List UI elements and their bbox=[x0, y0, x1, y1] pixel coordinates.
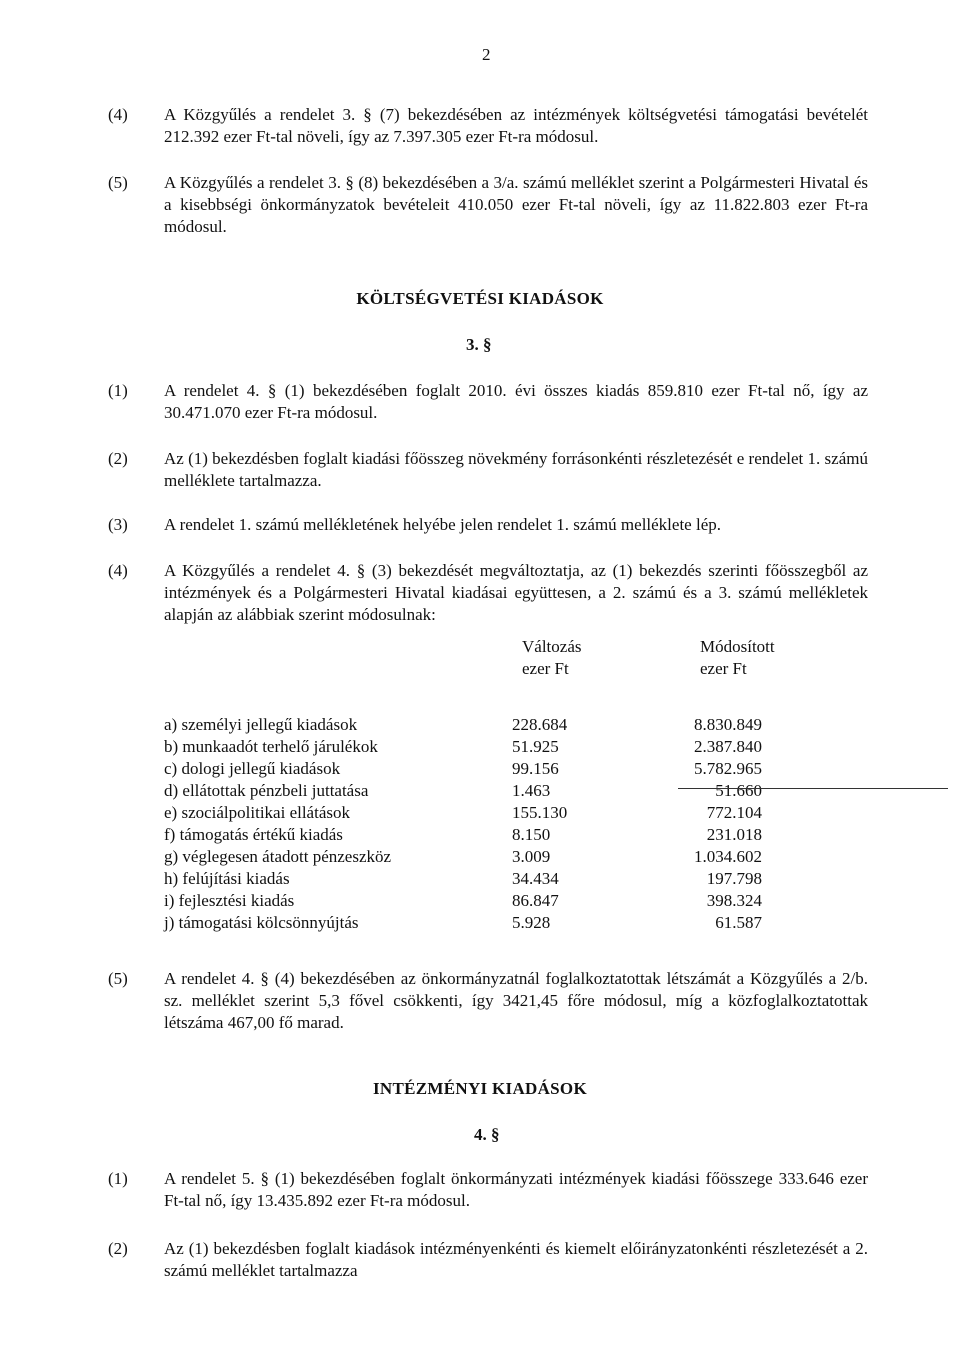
row-label: c) dologi jellegű kiadások bbox=[164, 759, 341, 778]
paragraph-text: A rendelet 4. § (4) bekezdésében az önkormányzatnál foglalkoztatottak létszámát a Közgyűlés a 2/b. sz. melléklet szerint 5,3 fővel csökkenti, így 3421,45 főre módosul, míg a közfoglalkoztatottak létszáma 467,00 fő marad. bbox=[164, 969, 868, 1032]
row-change: 3.009 bbox=[512, 847, 551, 866]
row-modified: 231.018 bbox=[706, 825, 762, 844]
row-modified: 51.660 bbox=[715, 781, 762, 800]
expenditure-table bbox=[164, 714, 762, 934]
paragraph-s2-5 bbox=[108, 172, 868, 238]
column-header-change-line2: ezer Ft bbox=[522, 659, 569, 678]
row-label: e) szociálpolitikai ellátások bbox=[164, 803, 350, 822]
row-modified: 197.798 bbox=[706, 869, 762, 888]
paragraph-s3-1 bbox=[108, 380, 868, 424]
paragraph-number: (5) bbox=[108, 969, 128, 988]
table-underline-rule bbox=[678, 788, 948, 789]
row-change: 5.928 bbox=[512, 913, 551, 932]
row-label: b) munkaadót terhelő járulékok bbox=[164, 737, 378, 756]
paragraph-text: Az (1) bekezdésben foglalt kiadások intézményenkénti és kiemelt előirányzatonkénti részletezését a 2. számú melléklet tartalmazza bbox=[164, 1239, 868, 1280]
row-label: g) véglegesen átadott pénzeszköz bbox=[164, 847, 392, 866]
row-label: j) támogatási kölcsönnyújtás bbox=[164, 913, 359, 932]
row-change: 8.150 bbox=[512, 825, 551, 844]
table-row bbox=[164, 802, 762, 824]
paragraph-s3-3 bbox=[108, 514, 868, 536]
row-change: 86.847 bbox=[512, 891, 559, 910]
row-label: a) személyi jellegű kiadások bbox=[164, 715, 358, 734]
paragraph-number: (1) bbox=[108, 381, 128, 400]
heading-intezmenyi-kiadasok: INTÉZMÉNYI KIADÁSOK bbox=[373, 1079, 587, 1098]
row-change: 34.434 bbox=[512, 869, 559, 888]
column-header-change bbox=[522, 636, 581, 680]
column-header-modified-line2: ezer Ft bbox=[700, 659, 747, 678]
row-change: 228.684 bbox=[512, 715, 568, 734]
paragraph-s3-4 bbox=[108, 560, 868, 626]
row-modified: 61.587 bbox=[715, 913, 762, 932]
table-row bbox=[164, 912, 762, 934]
column-header-change-line1: Változás bbox=[522, 637, 582, 656]
paragraph-number: (1) bbox=[108, 1169, 128, 1188]
row-label: i) fejlesztési kiadás bbox=[164, 891, 295, 910]
table-row bbox=[164, 868, 762, 890]
row-change: 1.463 bbox=[512, 781, 551, 800]
paragraph-s2-4 bbox=[108, 104, 868, 148]
paragraph-number: (4) bbox=[108, 105, 128, 124]
page-number: 2 bbox=[482, 45, 491, 64]
section-3-heading: 3. § bbox=[466, 335, 492, 354]
row-modified: 8.830.849 bbox=[694, 715, 762, 734]
row-modified: 398.324 bbox=[706, 891, 762, 910]
paragraph-number: (3) bbox=[108, 515, 128, 534]
heading-koltsegvetesi-kiadasok: KÖLTSÉGVETÉSI KIADÁSOK bbox=[356, 289, 604, 308]
table-row bbox=[164, 736, 762, 758]
column-header-modified bbox=[700, 636, 775, 680]
row-modified: 2.387.840 bbox=[694, 737, 762, 756]
paragraph-text: A rendelet 4. § (1) bekezdésében foglalt 2010. évi összes kiadás 859.810 ezer Ft-tal nő, így az 30.471.070 ezer Ft-ra módosul. bbox=[164, 381, 868, 422]
paragraph-number: (2) bbox=[108, 449, 128, 468]
row-label: d) ellátottak pénzbeli juttatása bbox=[164, 781, 369, 800]
paragraph-s4-2 bbox=[108, 1238, 868, 1282]
row-label: f) támogatás értékű kiadás bbox=[164, 825, 343, 844]
row-modified: 772.104 bbox=[706, 803, 762, 822]
table-row bbox=[164, 714, 762, 736]
paragraph-text: A Közgyűlés a rendelet 3. § (7) bekezdésében az intézmények költségvetési támogatási bevételét 212.392 ezer Ft-tal növeli, így az 7.397.305 ezer Ft-ra módosul. bbox=[164, 105, 868, 146]
row-change: 99.156 bbox=[512, 759, 559, 778]
table-row bbox=[164, 780, 762, 802]
paragraph-number: (4) bbox=[108, 561, 128, 580]
row-modified: 5.782.965 bbox=[694, 759, 762, 778]
paragraph-number: (2) bbox=[108, 1239, 128, 1258]
paragraph-s4-1 bbox=[108, 1168, 868, 1212]
paragraph-s3-5 bbox=[108, 968, 868, 1034]
row-change: 155.130 bbox=[512, 803, 568, 822]
column-header-modified-line1: Módosított bbox=[700, 637, 775, 656]
row-label: h) felújítási kiadás bbox=[164, 869, 290, 888]
table-row bbox=[164, 758, 762, 780]
paragraph-text: A Közgyűlés a rendelet 4. § (3) bekezdését megváltoztatja, az (1) bekezdés szerinti főösszegből az intézmények és a Polgármesteri Hivatal kiadásai együttesen, a 2. számú és a 3. számú mellékletek alapján az alábbiak szerint módosulnak: bbox=[164, 561, 868, 624]
paragraph-s3-2 bbox=[108, 448, 868, 492]
table-row bbox=[164, 824, 762, 846]
paragraph-text: A rendelet 1. számú mellékletének helyébe jelen rendelet 1. számú melléklete lép. bbox=[164, 515, 721, 534]
table-row bbox=[164, 890, 762, 912]
paragraph-text: A Közgyűlés a rendelet 3. § (8) bekezdésében a 3/a. számú melléklet szerint a Polgármesteri Hivatal és a kisebbségi önkormányzatok bevételeit 410.050 ezer Ft-tal növeli, így az 11.822.803 ezer Ft-ra módosul. bbox=[164, 173, 868, 236]
row-modified: 1.034.602 bbox=[694, 847, 762, 866]
paragraph-text: A rendelet 5. § (1) bekezdésében foglalt önkormányzati intézmények kiadási főösszege 333.646 ezer Ft-tal nő, így 13.435.892 ezer Ft-ra módosul. bbox=[164, 1169, 868, 1210]
paragraph-text: Az (1) bekezdésben foglalt kiadási főösszeg növekmény forrásonkénti részletezését e rendelet 1. számú melléklete tartalmazza. bbox=[164, 449, 868, 490]
table-row bbox=[164, 846, 762, 868]
paragraph-number: (5) bbox=[108, 173, 128, 192]
row-change: 51.925 bbox=[512, 737, 559, 756]
section-4-heading: 4. § bbox=[474, 1125, 500, 1144]
